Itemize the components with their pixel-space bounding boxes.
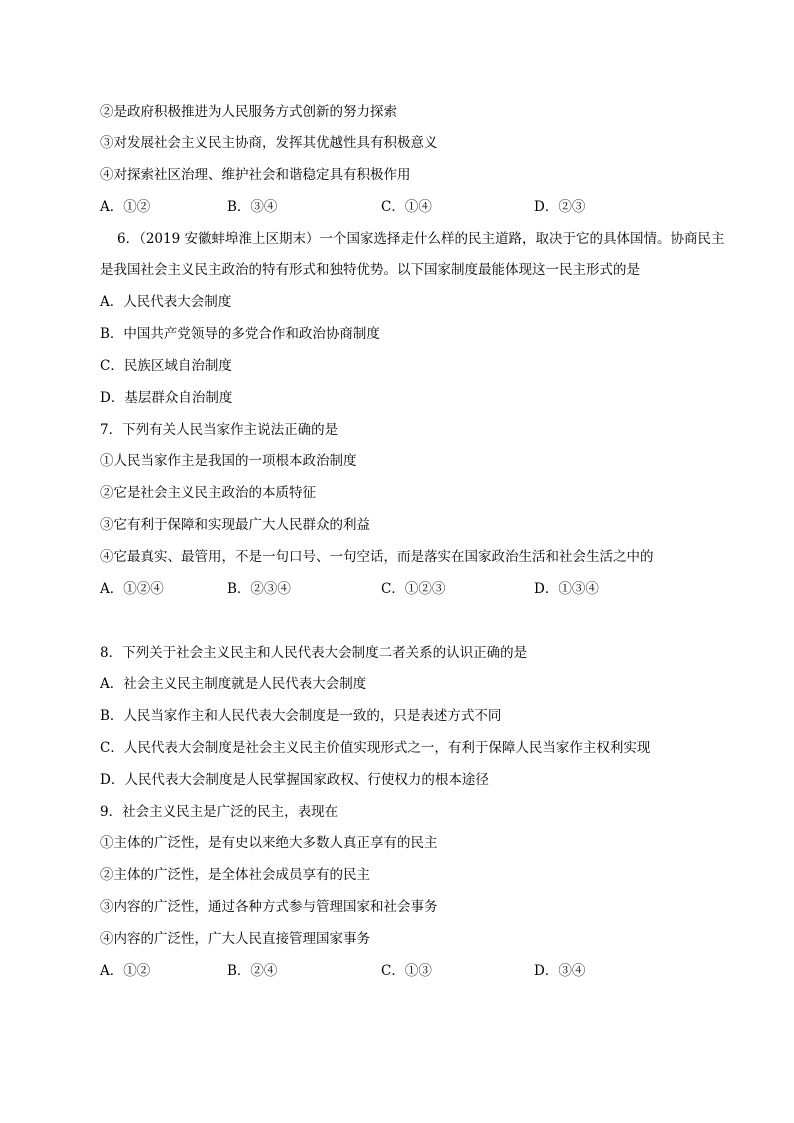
q8-stem: 8．下列关于社会主义民主和人民代表大会制度二者关系的认识正确的是 [100, 645, 528, 661]
q9-option-b: B．②④ [227, 963, 278, 979]
q9-stem: 9．社会主义民主是广泛的民主，表现在 [100, 804, 339, 820]
q5-option-b: B．③④ [227, 199, 278, 215]
q7-option-c: C．①②③ [381, 581, 446, 597]
q5-options [100, 198, 700, 216]
q7-item-4: ④它最真实、最管用，不是一句口号、一句空话，而是落实在国家政治生活和社会生活之中的 [100, 549, 654, 565]
q7-item-2: ②它是社会主义民主政治的本质特征 [100, 485, 316, 501]
q5-option-c: C．①④ [381, 199, 432, 215]
q8-option-c: C．人民代表大会制度是社会主义民主价值实现形式之一，有利于保障人民当家作主权利实现 [100, 740, 651, 756]
q7-item-1: ①人民当家作主是我国的一项根本政治制度 [100, 453, 357, 469]
q6-option-c: C．民族区域自治制度 [100, 358, 232, 374]
q7-option-a: A．①②④ [100, 581, 164, 597]
q9-option-a: A．①② [100, 963, 151, 979]
q8-option-a: A．社会主义民主制度就是人民代表大会制度 [100, 676, 367, 692]
q8-option-d: D．人民代表大会制度是人民掌握国家政权、行使权力的根本途径 [100, 772, 489, 788]
q8-option-b: B．人民当家作主和人民代表大会制度是一致的，只是表述方式不同 [100, 708, 502, 724]
q9-item-4: ④内容的广泛性，广大人民直接管理国家事务 [100, 931, 370, 947]
q5-option-d: D．②③ [534, 199, 586, 215]
q5-item-2: ②是政府积极推进为人民服务方式创新的努力探索 [100, 104, 397, 120]
q7-option-d: D．①③④ [534, 581, 599, 597]
q9-option-c: C．①③ [381, 963, 432, 979]
q5-option-a: A．①② [100, 199, 151, 215]
q5-item-4: ④对探索社区治理、维护社会和谐稳定具有积极作用 [100, 167, 411, 183]
q6-option-d: D．基层群众自治制度 [100, 390, 233, 406]
q5-item-3: ③对发展社会主义民主协商，发挥其优越性具有积极意义 [100, 135, 438, 151]
q9-item-3: ③内容的广泛性，通过各种方式参与管理国家和社会事务 [100, 899, 438, 915]
q6-stem-line-1: 6．（2019 安徽蚌埠淮上区期末）一个国家选择走什么样的民主道路，取决于它的具体国情。协商民主 [117, 231, 725, 247]
q6-stem-line-2: 是我国社会主义民主政治的特有形式和独特优势。以下国家制度最能体现这一民主形式的是 [100, 262, 640, 278]
q7-option-b: B．②③④ [227, 581, 291, 597]
q6-option-a: A．人民代表大会制度 [100, 294, 232, 310]
q9-item-2: ②主体的广泛性，是全体社会成员享有的民主 [100, 867, 370, 883]
q6-option-b: B．中国共产党领导的多党合作和政治协商制度 [100, 326, 380, 342]
q9-option-d: D．③④ [534, 963, 586, 979]
q9-item-1: ①主体的广泛性，是有史以来绝大多数人真正享有的民主 [100, 835, 438, 851]
q7-options [100, 580, 700, 598]
q9-options [100, 962, 700, 980]
q7-stem: 7．下列有关人民当家作主说法正确的是 [100, 422, 339, 438]
q7-item-3: ③它有利于保障和实现最广大人民群众的利益 [100, 517, 370, 533]
